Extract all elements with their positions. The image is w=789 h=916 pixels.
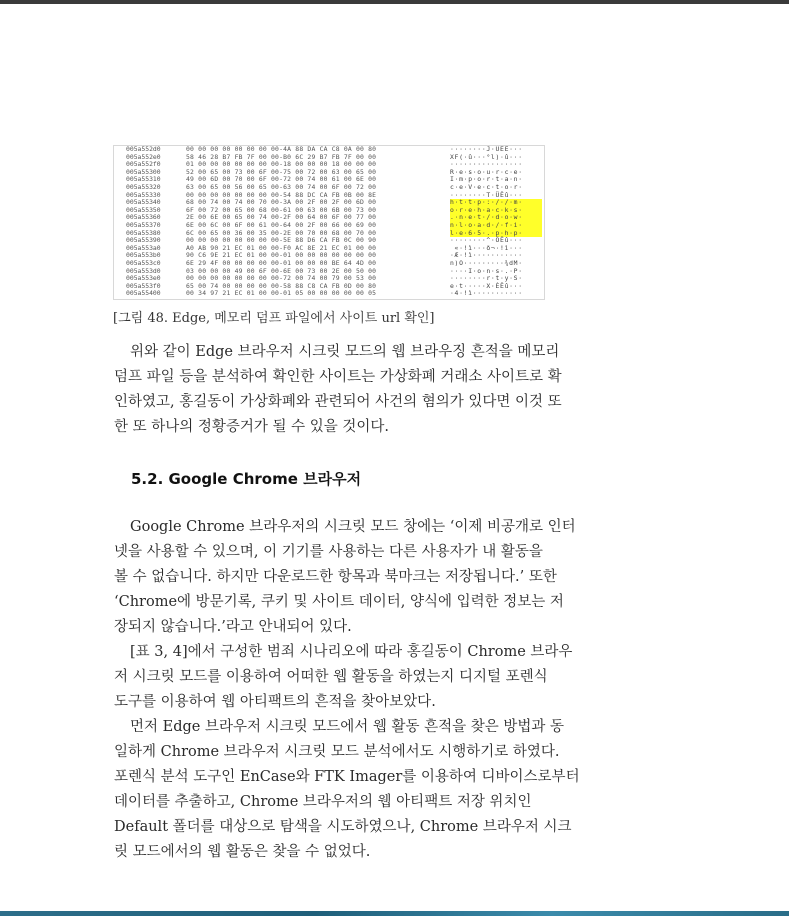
text-line: 볼 수 없습니다. 하지만 다운로드한 항목과 북마크는 저장됩니다.’ 또한 bbox=[114, 569, 557, 585]
hex-address: 005a55320 bbox=[126, 182, 161, 191]
hex-ascii-highlighted: h·t·t·p·:·/·/·m· bbox=[450, 199, 542, 207]
text-line: [표 3, 4]에서 구성한 범죄 시나리오에 따라 홍길동이 Chrome 브라우 bbox=[130, 644, 573, 660]
hex-ascii: n)O·········¾dM· bbox=[450, 258, 523, 267]
hex-address: 005a55330 bbox=[126, 190, 161, 199]
text-line: 넷을 사용할 수 있으며, 이 기기를 사용하는 다른 사용자가 내 활동을 bbox=[114, 544, 543, 560]
text-line: Google Chrome 브라우저의 시크릿 모드 창에는 ‘이제 비공개로 인터 bbox=[130, 519, 576, 535]
hex-bytes: 6E 00 6C 00 6F 00 61 00-64 00 2F 00 66 00 69 00 bbox=[186, 220, 377, 229]
text-line: 덤프 파일 등을 분석하여 확인한 사이트는 가상화폐 거래소 사이트로 확 bbox=[114, 369, 562, 385]
hex-ascii: ·Æ·!ì··········· bbox=[450, 251, 523, 260]
hex-ascii-highlighted: .·n·e·t·/·d·o·w· bbox=[450, 214, 542, 222]
hex-bytes: 2E 00 6E 00 65 00 74 00-2F 00 64 00 6F 00 77 00 bbox=[186, 213, 377, 222]
viewer-top-border bbox=[0, 0, 789, 4]
hex-address: 005a55380 bbox=[126, 228, 161, 237]
paragraph-analysis bbox=[114, 715, 604, 865]
hex-ascii: ·4·!ì··········· bbox=[450, 289, 523, 298]
hex-address: 005a55400 bbox=[126, 289, 161, 298]
hex-ascii: ········r·t·y·S· bbox=[450, 274, 523, 283]
hex-address: 005a553f0 bbox=[126, 281, 161, 290]
text-line: 데이터를 추출하고, Chrome 브라우저의 웹 아티팩트 저장 위치인 bbox=[114, 794, 532, 810]
hex-ascii: XF(·û···°l)·û··· bbox=[450, 152, 523, 161]
hex-ascii: ················ bbox=[450, 160, 523, 169]
hex-row bbox=[114, 290, 544, 298]
hex-address: 005a553e0 bbox=[126, 274, 161, 283]
hex-bytes: 65 00 74 00 00 00 00 00-58 88 C8 CA FB 0D 00 80 bbox=[186, 281, 377, 290]
hex-bytes: 58 46 28 B7 FB 7F 00 00-B0 6C 29 B7 FB 7F 00 00 bbox=[186, 152, 377, 161]
hex-address: 005a55370 bbox=[126, 220, 161, 229]
hex-bytes: 49 00 6D 00 70 00 6F 00-72 00 74 00 61 00 6E 00 bbox=[186, 175, 377, 184]
paragraph-scenario bbox=[114, 640, 604, 715]
hex-address: 005a552e0 bbox=[126, 152, 161, 161]
text-line: 인하였고, 홍길동이 가상화폐와 관련되어 사건의 혐의가 있다면 이것 또 bbox=[114, 394, 562, 410]
hex-ascii: «·!ì···ð¬·!ì··· bbox=[450, 243, 523, 252]
hex-ascii: ········J·ÙÊÈ··· bbox=[450, 145, 523, 153]
text-line: 포렌식 분석 도구인 EnCase와 FTK Imager를 이용하여 디바이스로부터 bbox=[114, 769, 580, 785]
hex-bytes: 6F 00 72 00 65 00 68 00-61 00 63 00 6B 00 73 00 bbox=[186, 205, 377, 214]
hex-bytes: 01 00 00 00 00 00 00 00-18 00 00 00 18 00 00 00 bbox=[186, 160, 377, 169]
hex-address: 005a55310 bbox=[126, 175, 161, 184]
hex-address: 005a552d0 bbox=[126, 145, 161, 153]
hex-ascii-highlighted: o·r·e·h·a·c·k·s· bbox=[450, 207, 542, 215]
memory-dump-figure bbox=[113, 145, 545, 300]
text-line: 일하게 Chrome 브라우저 시크릿 모드 분석에서도 시행하기로 하였다. bbox=[114, 744, 560, 760]
hex-ascii-highlighted: n·l·o·a·d·/·f·i· bbox=[450, 222, 542, 230]
text-line: 릿 모드에서의 웹 활동은 찾을 수 없었다. bbox=[114, 844, 371, 860]
viewer-bottom-bar bbox=[0, 911, 789, 916]
section-heading: 5.2. Google Chrome 브라우저 bbox=[131, 470, 362, 488]
hex-bytes: 52 00 65 00 73 00 6F 00-75 00 72 00 63 00 65 00 bbox=[186, 167, 377, 176]
hex-bytes: 00 00 00 00 00 00 00 00-72 00 74 00 79 00 53 00 bbox=[186, 274, 377, 283]
text-line: 먼저 Edge 브라우저 시크릿 모드에서 웹 활동 흔적을 찾은 방법과 동 bbox=[130, 719, 564, 735]
hex-bytes: 00 34 97 21 EC 01 00 00-01 05 00 00 00 00 00 05 bbox=[186, 289, 377, 298]
hex-address: 005a553c0 bbox=[126, 258, 161, 267]
text-line: 위와 같이 Edge 브라우저 시크릿 모드의 웹 브라우징 흔적을 메모리 bbox=[130, 344, 560, 360]
hex-address: 005a55390 bbox=[126, 236, 161, 245]
text-line: 한 또 하나의 정황증거가 될 수 있을 것이다. bbox=[114, 419, 389, 435]
hex-bytes: 00 00 00 00 00 00 00 00-4A 88 DA CA C8 0A 00 80 bbox=[186, 145, 377, 153]
paragraph-chrome-intro bbox=[114, 515, 604, 640]
hex-ascii: ········^·ÖÊû··· bbox=[450, 236, 523, 245]
hex-address: 005a553d0 bbox=[126, 266, 161, 275]
figure-caption: [그림 48. Edge, 메모리 덤프 파일에서 사이트 url 확인] bbox=[113, 311, 435, 326]
hex-bytes: 90 C6 9E 21 EC 01 00 00-01 00 00 00 00 00 00 00 bbox=[186, 251, 377, 260]
paragraph-edge-summary bbox=[114, 340, 604, 440]
hex-ascii: R·e·s·o·u·r·c·e· bbox=[450, 167, 523, 176]
hex-address: 005a552f0 bbox=[126, 160, 161, 169]
hex-ascii-highlighted: l·e·6·5·.·p·h·p· bbox=[450, 230, 542, 238]
hex-ascii: e·t·····X·ÈÊû··· bbox=[450, 281, 523, 290]
hex-ascii: ····I·o·n·s·.·P· bbox=[450, 266, 523, 275]
hex-ascii: ········T·ÜÊû··· bbox=[450, 190, 523, 199]
hex-address: 005a553b0 bbox=[126, 251, 161, 260]
text-line: 저 시크릿 모드를 이용하여 어떠한 웹 활동을 하였는지 디지털 포렌식 bbox=[114, 669, 548, 685]
hex-bytes: 63 00 65 00 56 00 65 00-63 00 74 00 6F 00 72 00 bbox=[186, 182, 377, 191]
hex-address: 005a553a0 bbox=[126, 243, 161, 252]
hex-bytes: 6E 29 4F 00 00 00 00 00-01 00 00 00 BE 64 4D 00 bbox=[186, 258, 377, 267]
hex-bytes: 6C 00 65 00 36 00 35 00-2E 00 70 00 68 00 70 00 bbox=[186, 228, 377, 237]
text-line: Default 폴더를 대상으로 탐색을 시도하였으나, Chrome 브라우저 시크 bbox=[114, 819, 572, 835]
hex-address: 005a55350 bbox=[126, 205, 161, 214]
hex-bytes: 68 00 74 00 74 00 70 00-3A 00 2F 00 2F 00 6D 00 bbox=[186, 198, 377, 207]
text-line: 도구를 이용하여 웹 아티팩트의 흔적을 찾아보았다. bbox=[114, 694, 436, 710]
text-line: 장되지 않습니다.’라고 안내되어 있다. bbox=[114, 619, 352, 635]
hex-address: 005a55300 bbox=[126, 167, 161, 176]
hex-bytes: 00 00 00 00 00 00 00 00-54 88 DC CA FB 0B 00 8E bbox=[186, 190, 377, 199]
hex-address: 005a55340 bbox=[126, 198, 161, 207]
text-line: ‘Chrome에 방문기록, 쿠키 및 사이트 데이터, 양식에 입력한 정보는 저 bbox=[114, 594, 564, 610]
hex-address: 005a55360 bbox=[126, 213, 161, 222]
hex-bytes: 03 00 00 00 49 00 6F 00-6E 00 73 00 2E 00 50 00 bbox=[186, 266, 377, 275]
hex-bytes: A0 AB 90 21 EC 01 00 00-F0 AC 8E 21 EC 01 00 00 bbox=[186, 243, 377, 252]
hex-ascii: I·m·p·o·r·t·a·n· bbox=[450, 175, 523, 184]
hex-bytes: 00 00 00 00 00 00 00 00-5E 88 D6 CA FB 0C 00 90 bbox=[186, 236, 377, 245]
hex-ascii: c·e·V·e·c·t·o·r· bbox=[450, 182, 523, 191]
